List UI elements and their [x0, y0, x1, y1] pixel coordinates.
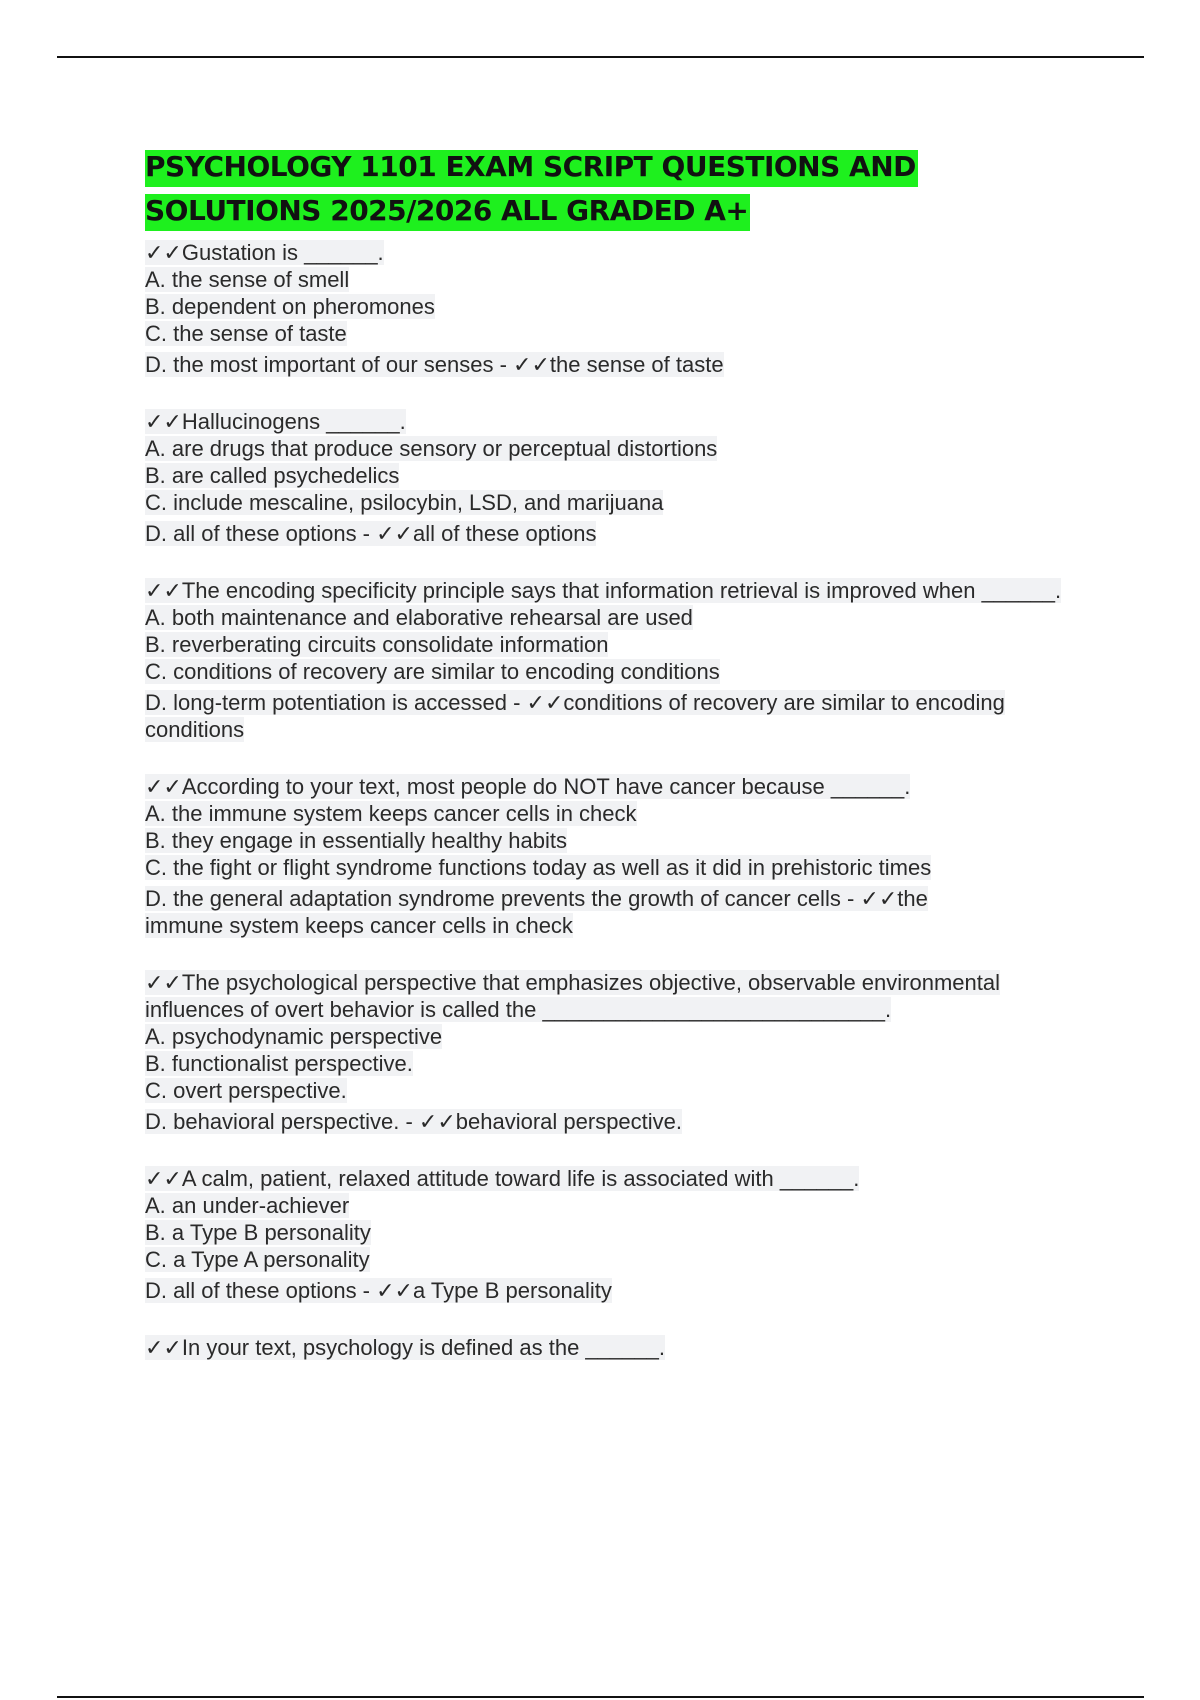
- question-text: ✓✓A calm, patient, relaxed attitude toward life is associated with ______.: [145, 1166, 860, 1191]
- answer-option-with-solution: D. all of these options - ✓✓a Type B personality: [145, 1278, 612, 1303]
- question-text: ✓✓According to your text, most people do NOT have cancer because ______.: [145, 774, 911, 799]
- question-7: [145, 1334, 1105, 1361]
- header-rule: [57, 56, 1144, 58]
- answer-option: A. are drugs that produce sensory or perceptual distortions: [145, 436, 718, 461]
- document-title-highlight: PSYCHOLOGY 1101 EXAM SCRIPT QUESTIONS AND SOLUTIONS 2025/2026 ALL GRADED A+: [145, 150, 918, 231]
- answer-option: B. reverberating circuits consolidate information: [145, 632, 609, 657]
- question-text: ✓✓In your text, psychology is defined as the ______.: [145, 1335, 665, 1360]
- answer-option: C. conditions of recovery are similar to encoding conditions: [145, 659, 720, 684]
- answer-option: C. the fight or flight syndrome functions today as well as it did in prehistoric times: [145, 855, 932, 880]
- answer-option: B. they engage in essentially healthy habits: [145, 828, 567, 853]
- answer-option: A. both maintenance and elaborative rehearsal are used: [145, 605, 693, 630]
- answer-option: B. dependent on pheromones: [145, 294, 435, 319]
- answer-option: B. are called psychedelics: [145, 463, 400, 488]
- answer-option-with-solution: D. the most important of our senses - ✓✓the sense of taste: [145, 352, 724, 377]
- answer-option: A. an under-achiever: [145, 1193, 350, 1218]
- answer-option: A. psychodynamic perspective: [145, 1024, 443, 1049]
- document-title: [145, 145, 965, 233]
- question-5: [145, 969, 1105, 1135]
- answer-option: B. a Type B personality: [145, 1220, 371, 1245]
- question-1: [145, 239, 1105, 378]
- question-3: [145, 577, 1105, 743]
- answer-option: C. the sense of taste: [145, 321, 347, 346]
- question-6: [145, 1165, 1105, 1304]
- question-text: ✓✓Hallucinogens ______.: [145, 409, 406, 434]
- answer-option-with-solution: D. behavioral perspective. - ✓✓behavioral perspective.: [145, 1109, 683, 1134]
- answer-option: C. a Type A personality: [145, 1247, 370, 1272]
- answer-option-with-solution: D. the general adaptation syndrome prevents the growth of cancer cells - ✓✓the immune system keeps cancer cells in check: [145, 886, 928, 938]
- question-text: ✓✓The encoding specificity principle says that information retrieval is improved when ______.: [145, 578, 1062, 603]
- question-text: ✓✓The psychological perspective that emphasizes objective, observable environmental influences of overt behavior is called the ____________________________.: [145, 970, 1000, 1022]
- footer-rule: [57, 1696, 1144, 1698]
- answer-option-with-solution: D. all of these options - ✓✓all of these options: [145, 521, 597, 546]
- question-4: [145, 773, 1105, 939]
- answer-option: A. the immune system keeps cancer cells in check: [145, 801, 637, 826]
- answer-option: C. overt perspective.: [145, 1078, 347, 1103]
- answer-option-with-solution: D. long-term potentiation is accessed - ✓✓conditions of recovery are similar to encoding conditions: [145, 690, 1005, 742]
- answer-option: B. functionalist perspective.: [145, 1051, 413, 1076]
- answer-option: A. the sense of smell: [145, 267, 350, 292]
- answer-option: C. include mescaline, psilocybin, LSD, and marijuana: [145, 490, 664, 515]
- document-body: [145, 145, 1105, 1391]
- question-2: [145, 408, 1105, 547]
- question-text: ✓✓Gustation is ______.: [145, 240, 384, 265]
